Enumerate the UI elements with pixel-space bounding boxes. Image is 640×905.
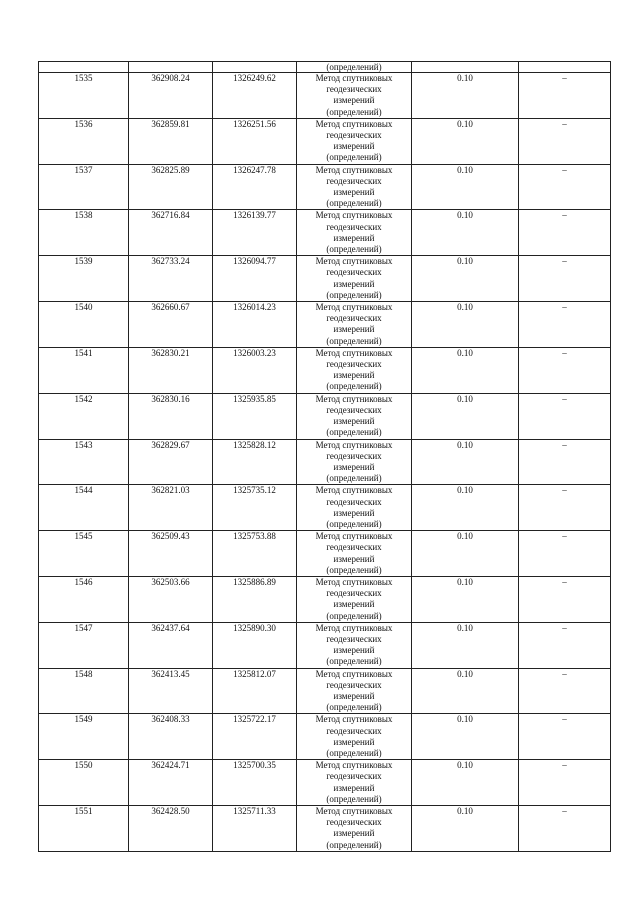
- x-coordinate-cell: 362437.64: [129, 622, 213, 668]
- method-line: измерений: [333, 828, 375, 839]
- method-line: геодезических: [326, 542, 382, 553]
- method-cell: [297, 714, 412, 760]
- table-row: [39, 256, 611, 302]
- note-cell: –: [519, 622, 611, 668]
- note-cell: –: [519, 210, 611, 256]
- continuation-row: [39, 62, 611, 73]
- method-line: (определений): [326, 702, 382, 713]
- y-coordinate-cell: 1326094.77: [213, 256, 297, 302]
- table-row: [39, 210, 611, 256]
- method-line: геодезических: [326, 221, 382, 232]
- table-row: [39, 806, 611, 852]
- accuracy-cell: 0.10: [412, 73, 519, 119]
- note-cell: –: [519, 668, 611, 714]
- y-coordinate-cell: 1325700.35: [213, 760, 297, 806]
- note-cell: –: [519, 760, 611, 806]
- accuracy-cell: 0.10: [412, 485, 519, 531]
- note-cell: –: [519, 73, 611, 119]
- method-line: Метод спутниковых: [315, 210, 393, 221]
- point-number-cell: 1551: [39, 806, 129, 852]
- point-number-cell: 1536: [39, 118, 129, 164]
- note-cell: –: [519, 576, 611, 622]
- method-line: измерений: [333, 232, 375, 243]
- y-coordinate-cell: 1325812.07: [213, 668, 297, 714]
- method-line: измерений: [333, 416, 375, 427]
- x-coordinate-cell: 362503.66: [129, 576, 213, 622]
- method-line: геодезических: [326, 267, 382, 278]
- accuracy-cell: 0.10: [412, 256, 519, 302]
- method-line: (определений): [326, 839, 382, 850]
- method-line: Метод спутниковых: [315, 118, 393, 129]
- x-coordinate-cell: 362428.50: [129, 806, 213, 852]
- accuracy-cell: 0.10: [412, 302, 519, 348]
- method-cell: [297, 531, 412, 577]
- method-line: геодезических: [326, 725, 382, 736]
- method-line: измерений: [333, 736, 375, 747]
- method-line: геодезических: [326, 588, 382, 599]
- y-coordinate-cell: 1325735.12: [213, 485, 297, 531]
- table-row: [39, 118, 611, 164]
- table-row: [39, 760, 611, 806]
- x-coordinate-cell: 362829.67: [129, 439, 213, 485]
- method-line: измерений: [333, 690, 375, 701]
- accuracy-cell: 0.10: [412, 347, 519, 393]
- method-line: Метод спутниковых: [315, 393, 393, 404]
- method-line: измерений: [333, 599, 375, 610]
- continuation-cell-num: [39, 62, 129, 73]
- accuracy-cell: 0.10: [412, 210, 519, 256]
- accuracy-cell: 0.10: [412, 622, 519, 668]
- x-coordinate-cell: 362660.67: [129, 302, 213, 348]
- method-cell: [297, 118, 412, 164]
- method-line: Метод спутниковых: [315, 760, 393, 771]
- method-line: измерений: [333, 141, 375, 152]
- y-coordinate-cell: 1326003.23: [213, 347, 297, 393]
- accuracy-cell: 0.10: [412, 393, 519, 439]
- point-number-cell: 1535: [39, 73, 129, 119]
- table-row: [39, 576, 611, 622]
- accuracy-cell: 0.10: [412, 760, 519, 806]
- continuation-cell-x: [129, 62, 213, 73]
- method-line: (определений): [326, 473, 382, 484]
- x-coordinate-cell: 362825.89: [129, 164, 213, 210]
- method-line: измерений: [333, 95, 375, 106]
- point-number-cell: 1543: [39, 439, 129, 485]
- x-coordinate-cell: 362908.24: [129, 73, 213, 119]
- method-cell: [297, 576, 412, 622]
- point-number-cell: 1537: [39, 164, 129, 210]
- method-line: геодезических: [326, 175, 382, 186]
- continuation-cell-method: (определений): [297, 62, 412, 73]
- method-cell: [297, 485, 412, 531]
- note-cell: –: [519, 439, 611, 485]
- method-line: (определений): [326, 244, 382, 255]
- method-line: измерений: [333, 507, 375, 518]
- note-cell: –: [519, 714, 611, 760]
- table-row: [39, 347, 611, 393]
- point-number-cell: 1545: [39, 531, 129, 577]
- table-row: [39, 531, 611, 577]
- method-line: (определений): [326, 747, 382, 758]
- method-line: (определений): [326, 335, 382, 346]
- table-row: [39, 302, 611, 348]
- method-line: геодезических: [326, 84, 382, 95]
- note-cell: –: [519, 164, 611, 210]
- y-coordinate-cell: 1325828.12: [213, 439, 297, 485]
- y-coordinate-cell: 1325890.30: [213, 622, 297, 668]
- method-line: Метод спутниковых: [315, 668, 393, 679]
- method-line: Метод спутниковых: [315, 485, 393, 496]
- method-cell: [297, 806, 412, 852]
- method-line: (определений): [326, 152, 382, 163]
- x-coordinate-cell: 362821.03: [129, 485, 213, 531]
- table-row: [39, 73, 611, 119]
- method-cell: [297, 622, 412, 668]
- continuation-cell-y: [213, 62, 297, 73]
- accuracy-cell: 0.10: [412, 164, 519, 210]
- method-line: измерений: [333, 370, 375, 381]
- method-cell: [297, 73, 412, 119]
- y-coordinate-cell: 1326139.77: [213, 210, 297, 256]
- method-line: измерений: [333, 645, 375, 656]
- method-line: (определений): [326, 381, 382, 392]
- method-line: измерений: [333, 278, 375, 289]
- method-cell: [297, 439, 412, 485]
- table-row: [39, 622, 611, 668]
- table-row: [39, 714, 611, 760]
- y-coordinate-cell: 1325753.88: [213, 531, 297, 577]
- method-cell: [297, 164, 412, 210]
- x-coordinate-cell: 362716.84: [129, 210, 213, 256]
- method-line: геодезических: [326, 359, 382, 370]
- method-line: Метод спутниковых: [315, 302, 393, 313]
- method-line: геодезических: [326, 450, 382, 461]
- method-line: Метод спутниковых: [315, 73, 393, 83]
- point-number-cell: 1542: [39, 393, 129, 439]
- method-line: геодезических: [326, 496, 382, 507]
- y-coordinate-cell: 1325722.17: [213, 714, 297, 760]
- method-line: (определений): [326, 610, 382, 621]
- method-cell: [297, 302, 412, 348]
- continuation-cell-accuracy: [412, 62, 519, 73]
- method-cell: [297, 760, 412, 806]
- method-line: геодезических: [326, 633, 382, 644]
- method-cell: [297, 256, 412, 302]
- y-coordinate-cell: 1325935.85: [213, 393, 297, 439]
- y-coordinate-cell: 1326247.78: [213, 164, 297, 210]
- note-cell: –: [519, 256, 611, 302]
- note-cell: –: [519, 485, 611, 531]
- note-cell: –: [519, 302, 611, 348]
- x-coordinate-cell: 362733.24: [129, 256, 213, 302]
- method-line: (определений): [326, 106, 382, 117]
- method-line: геодезических: [326, 404, 382, 415]
- method-line: Метод спутниковых: [315, 439, 393, 450]
- method-line: Метод спутниковых: [315, 531, 393, 542]
- table-row: [39, 668, 611, 714]
- accuracy-cell: 0.10: [412, 118, 519, 164]
- point-number-cell: 1548: [39, 668, 129, 714]
- x-coordinate-cell: 362830.21: [129, 347, 213, 393]
- method-line: (определений): [326, 198, 382, 209]
- method-line: измерений: [333, 324, 375, 335]
- method-line: Метод спутниковых: [315, 806, 393, 816]
- accuracy-cell: 0.10: [412, 714, 519, 760]
- point-number-cell: 1540: [39, 302, 129, 348]
- method-cell: [297, 347, 412, 393]
- method-line: геодезических: [326, 130, 382, 141]
- method-line: геодезических: [326, 313, 382, 324]
- point-number-cell: 1547: [39, 622, 129, 668]
- coordinates-table-body: [39, 62, 611, 852]
- method-cell: [297, 210, 412, 256]
- coordinates-table: [38, 61, 611, 852]
- method-cell: [297, 393, 412, 439]
- method-line: измерений: [333, 782, 375, 793]
- table-row: [39, 164, 611, 210]
- method-line: Метод спутниковых: [315, 256, 393, 267]
- method-cell: [297, 668, 412, 714]
- x-coordinate-cell: 362509.43: [129, 531, 213, 577]
- y-coordinate-cell: 1326249.62: [213, 73, 297, 119]
- note-cell: –: [519, 531, 611, 577]
- method-line: Метод спутниковых: [315, 622, 393, 633]
- table-row: [39, 439, 611, 485]
- point-number-cell: 1550: [39, 760, 129, 806]
- point-number-cell: 1549: [39, 714, 129, 760]
- method-line: (определений): [326, 518, 382, 529]
- method-line: (определений): [326, 289, 382, 300]
- y-coordinate-cell: 1325886.89: [213, 576, 297, 622]
- method-line: геодезических: [326, 679, 382, 690]
- method-line: (определений): [326, 427, 382, 438]
- point-number-cell: 1544: [39, 485, 129, 531]
- method-line: (определений): [326, 564, 382, 575]
- note-cell: –: [519, 347, 611, 393]
- point-number-cell: 1546: [39, 576, 129, 622]
- continuation-cell-note: [519, 62, 611, 73]
- method-line: геодезических: [326, 771, 382, 782]
- x-coordinate-cell: 362830.16: [129, 393, 213, 439]
- note-cell: –: [519, 393, 611, 439]
- x-coordinate-cell: 362408.33: [129, 714, 213, 760]
- x-coordinate-cell: 362413.45: [129, 668, 213, 714]
- method-line: измерений: [333, 461, 375, 472]
- method-line: (определений): [326, 656, 382, 667]
- x-coordinate-cell: 362859.81: [129, 118, 213, 164]
- note-cell: –: [519, 806, 611, 852]
- y-coordinate-cell: 1325711.33: [213, 806, 297, 852]
- accuracy-cell: 0.10: [412, 806, 519, 852]
- y-coordinate-cell: 1326251.56: [213, 118, 297, 164]
- method-line: Метод спутниковых: [315, 576, 393, 587]
- method-line: измерений: [333, 187, 375, 198]
- accuracy-cell: 0.10: [412, 576, 519, 622]
- accuracy-cell: 0.10: [412, 439, 519, 485]
- method-line: Метод спутниковых: [315, 347, 393, 358]
- table-row: [39, 485, 611, 531]
- accuracy-cell: 0.10: [412, 531, 519, 577]
- method-line: (определений): [326, 793, 382, 804]
- point-number-cell: 1538: [39, 210, 129, 256]
- x-coordinate-cell: 362424.71: [129, 760, 213, 806]
- method-line: Метод спутниковых: [315, 164, 393, 175]
- point-number-cell: 1539: [39, 256, 129, 302]
- note-cell: –: [519, 118, 611, 164]
- method-line: Метод спутниковых: [315, 714, 393, 725]
- accuracy-cell: 0.10: [412, 668, 519, 714]
- y-coordinate-cell: 1326014.23: [213, 302, 297, 348]
- table-row: [39, 393, 611, 439]
- point-number-cell: 1541: [39, 347, 129, 393]
- method-line: измерений: [333, 553, 375, 564]
- method-line: геодезических: [326, 817, 382, 828]
